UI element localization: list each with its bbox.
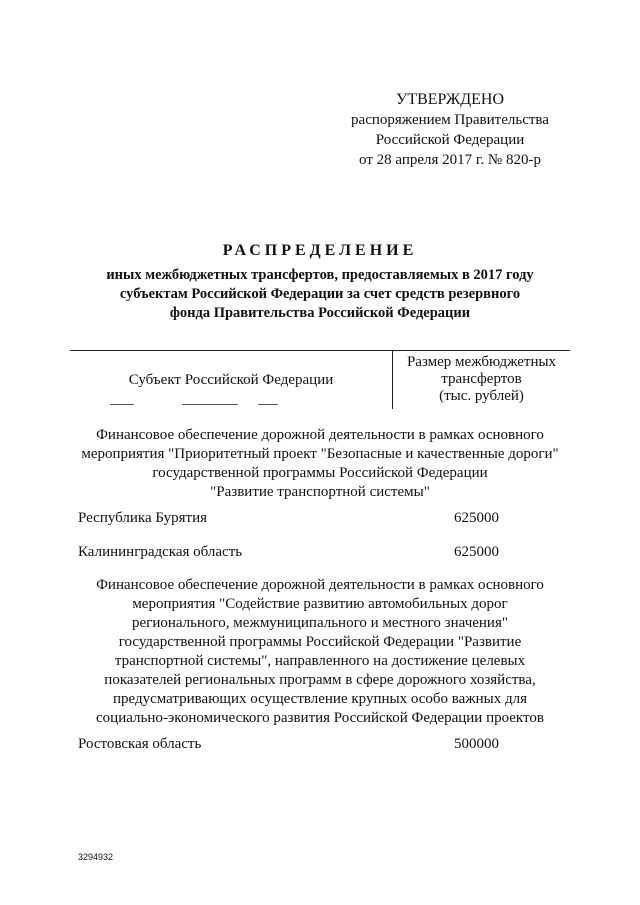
section-heading-line: "Развитие транспортной системы": [210, 484, 430, 500]
approval-heading: УТВЕРЖДЕНО: [395, 91, 504, 108]
section-heading-line: социально-экономического развития Российской Федерации проектов: [96, 710, 544, 726]
region-name: Калининградская область: [78, 544, 243, 560]
subtitle-line: субъектам Российской Федерации за счет средств резервного: [119, 286, 521, 302]
transfer-amount: 625000: [454, 510, 499, 526]
subtitle-line: фонда Правительства Российской Федерации: [169, 305, 471, 321]
table-row: [78, 510, 558, 530]
document-code: 3294932: [78, 852, 114, 862]
section-heading-line: предусматривающих осуществление крупных особо важных для: [112, 691, 528, 707]
section-heading-line: Финансовое обеспечение дорожной деятельности в рамках основного: [96, 427, 544, 443]
approval-authority: распоряжением Правительства: [351, 112, 549, 128]
header-bottom-rule: [30, 404, 280, 405]
section-heading-line: транспортной системы", направленного на достижение целевых: [114, 653, 526, 669]
document-subtitle: [60, 266, 580, 323]
column-header-amount: [393, 354, 570, 405]
region-name: Республика Бурятия: [78, 510, 208, 526]
table-row: [78, 736, 558, 756]
section-heading-line: государственной программы Российской Федерации: [152, 465, 488, 481]
subtitle-line: иных межбюджетных трансфертов, предоставляемых в 2017 году: [106, 267, 534, 283]
approval-block: [330, 90, 570, 170]
transfer-amount: 500000: [454, 736, 499, 752]
section-heading-line: государственной программы Российской Федерации "Развитие: [118, 634, 522, 650]
section-heading-line: мероприятия "Содействие развитию автомобильных дорог: [132, 596, 508, 612]
section-heading-line: мероприятия "Приоритетный проект "Безопасные и качественные дороги": [81, 446, 559, 462]
document-title: РАСПРЕДЕЛЕНИЕ: [222, 242, 418, 259]
section-heading-line: Финансовое обеспечение дорожной деятельности в рамках основного: [96, 577, 544, 593]
column-header-amount-line: трансфертов: [441, 371, 522, 387]
section-heading: [70, 426, 570, 502]
approval-government: Российской Федерации: [375, 132, 525, 148]
column-header-amount-line: Размер межбюджетных: [406, 354, 557, 370]
region-name: Ростовская область: [78, 736, 202, 752]
column-header-subject: Субъект Российской Федерации: [128, 371, 334, 388]
table-header: [70, 350, 570, 409]
section-heading-line: показателей региональных программ в сфере дорожного хозяйства,: [104, 672, 536, 688]
section-heading: [70, 576, 570, 728]
section-heading-line: регионального, межмуниципального и местного значения": [132, 615, 508, 631]
approval-date-number: от 28 апреля 2017 г. № 820-р: [359, 152, 541, 168]
transfer-amount: 625000: [454, 544, 499, 560]
table-row: [78, 544, 558, 564]
column-header-amount-line: (тыс. рублей): [439, 388, 524, 404]
